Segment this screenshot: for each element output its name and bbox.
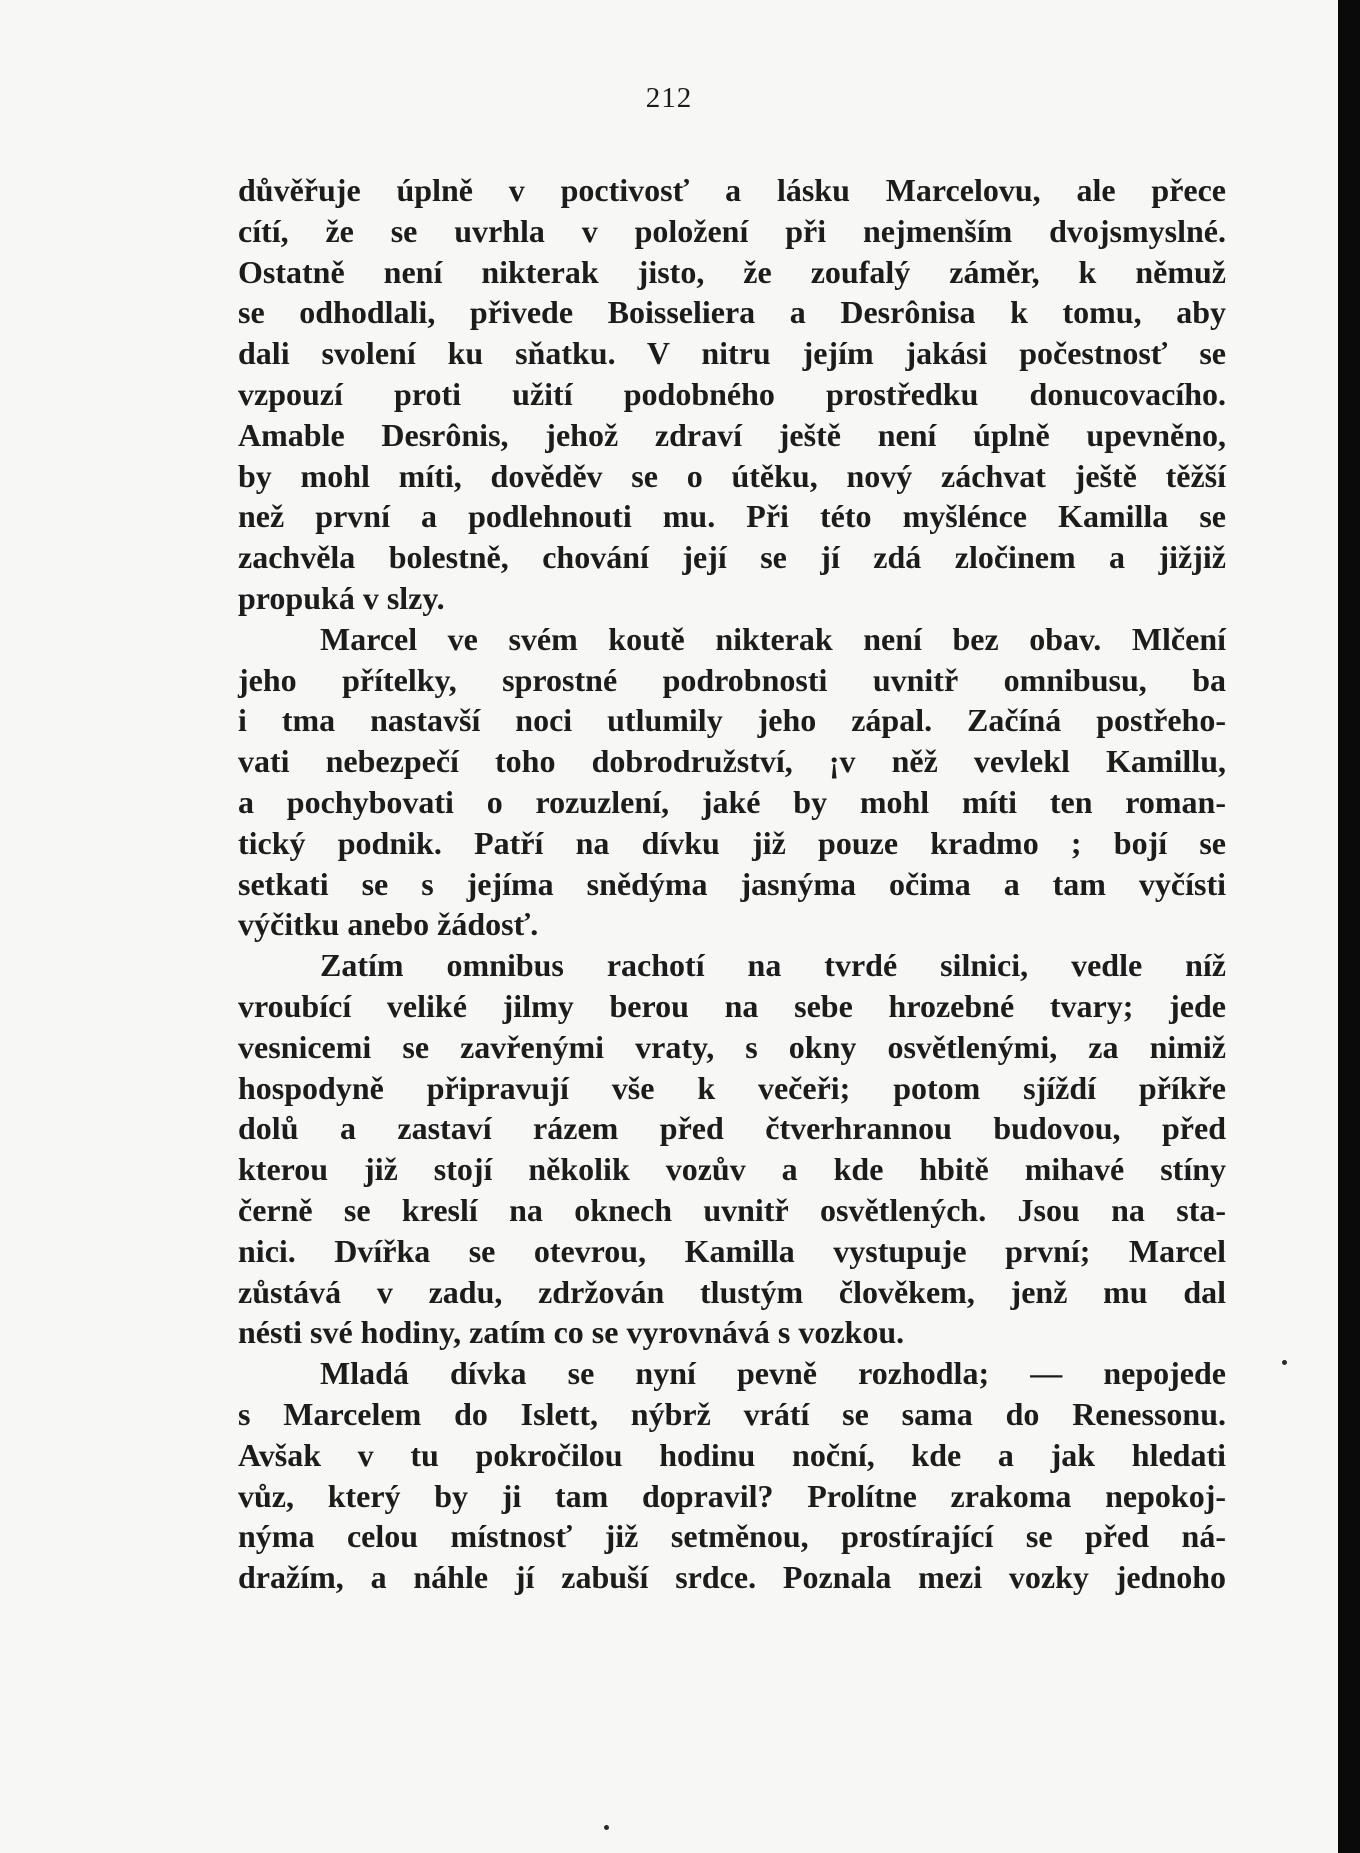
text-line: výčitku anebo žádosť. bbox=[238, 906, 539, 943]
text-line: Marcel ve svém koutě nikterak není bez obav. Mlčení bbox=[320, 620, 1226, 657]
text-line: dolů a zastaví rázem před čtverhrannou budovou, před bbox=[238, 1110, 1226, 1147]
text-line: by mohl míti, dověděv se o útěku, nový záchvat ještě těžší bbox=[238, 457, 1226, 494]
text-line: propuká v slzy. bbox=[238, 579, 445, 616]
text-line: důvěřuje úplně v poctivosť a lásku Marcelovu, ale přece bbox=[238, 172, 1226, 208]
text-line: Mladá dívka se nyní pevně rozhodla; — nepojede bbox=[320, 1355, 1226, 1392]
text-line: Ostatně není nikterak jisto, že zoufalý záměr, k němuž bbox=[238, 253, 1226, 290]
text-line: černě se kreslí na oknech uvnitř osvětlených. Jsou na sta- bbox=[238, 1191, 1226, 1228]
page-number: 212 bbox=[645, 82, 693, 114]
text-line: tický podnik. Patří na dívku již pouze kradmo ; bojí se bbox=[238, 824, 1226, 861]
text-line: nici. Dvířka se otevrou, Kamilla vystupuje první; Marcel bbox=[238, 1232, 1226, 1269]
text-line: vzpouzí proti užití podobného prostředku donucovacího. bbox=[238, 375, 1226, 412]
text-line: vati nebezpečí toho dobrodružství, ¡v něž vevlekl Kamillu, bbox=[238, 743, 1226, 780]
text-line: nésti své hodiny, zatím co se vyrovnává s vozkou. bbox=[238, 1314, 905, 1351]
ink-speck bbox=[604, 1825, 609, 1830]
text-line: zůstává v zadu, zdržován tlustým člověkem, jenž mu dal bbox=[238, 1273, 1226, 1310]
body-text bbox=[238, 170, 1226, 1598]
ink-speck bbox=[1282, 1360, 1287, 1365]
text-line: Amable Desrônis, jehož zdraví ještě není úplně upevněno, bbox=[238, 416, 1226, 453]
text-line: vroubící veliké jilmy berou na sebe hrozebné tvary; jede bbox=[238, 987, 1226, 1024]
text-line: se odhodlali, přivede Boisseliera a Desrônisa k tomu, aby bbox=[238, 294, 1226, 331]
text-line: setkati se s jejíma snědýma jasnýma očima a tam vyčísti bbox=[238, 865, 1226, 902]
text-line: a pochybovati o rozuzlení, jaké by mohl míti ten roman- bbox=[238, 783, 1226, 820]
text-line: jeho přítelky, sprostné podrobnosti uvnitř omnibusu, ba bbox=[238, 661, 1226, 698]
text-line: i tma nastavší noci utlumily jeho zápal. Začíná postřeho- bbox=[238, 702, 1226, 739]
text-line: Zatím omnibus rachotí na tvrdé silnici, vedle níž bbox=[320, 947, 1226, 984]
text-line: nýma celou místnosť již setměnou, prostírající se před ná- bbox=[238, 1518, 1226, 1555]
text-line: dali svolení ku sňatku. V nitru jejím jakási počestnosť se bbox=[238, 335, 1226, 372]
page-edge bbox=[1338, 0, 1360, 1853]
text-line: vůz, který by ji tam dopravil? Prolítne zrakoma nepokoj- bbox=[238, 1477, 1226, 1514]
text-line: s Marcelem do Islett, nýbrž vrátí se sama do Renessonu. bbox=[238, 1395, 1226, 1432]
text-line: Avšak v tu pokročilou hodinu noční, kde a jak hledati bbox=[238, 1436, 1226, 1473]
text-line: než první a podlehnouti mu. Při této myšlénce Kamilla se bbox=[238, 498, 1226, 535]
text-line: vesnicemi se zavřenými vraty, s okny osvětlenými, za nimiž bbox=[238, 1028, 1226, 1065]
text-line: hospodyně připravují vše k večeři; potom sjíždí příkře bbox=[238, 1069, 1226, 1106]
text-line: dražím, a náhle jí zabuší srdce. Poznala mezi vozky jednoho bbox=[238, 1559, 1226, 1596]
text-line: kterou již stojí několik vozův a kde hbitě mihavé stíny bbox=[238, 1151, 1226, 1188]
text-line: cítí, že se uvrhla v položení při nejmenším dvojsmyslné. bbox=[238, 212, 1226, 249]
text-line: zachvěla bolestně, chování její se jí zdá zločinem a jižjiž bbox=[238, 539, 1226, 576]
